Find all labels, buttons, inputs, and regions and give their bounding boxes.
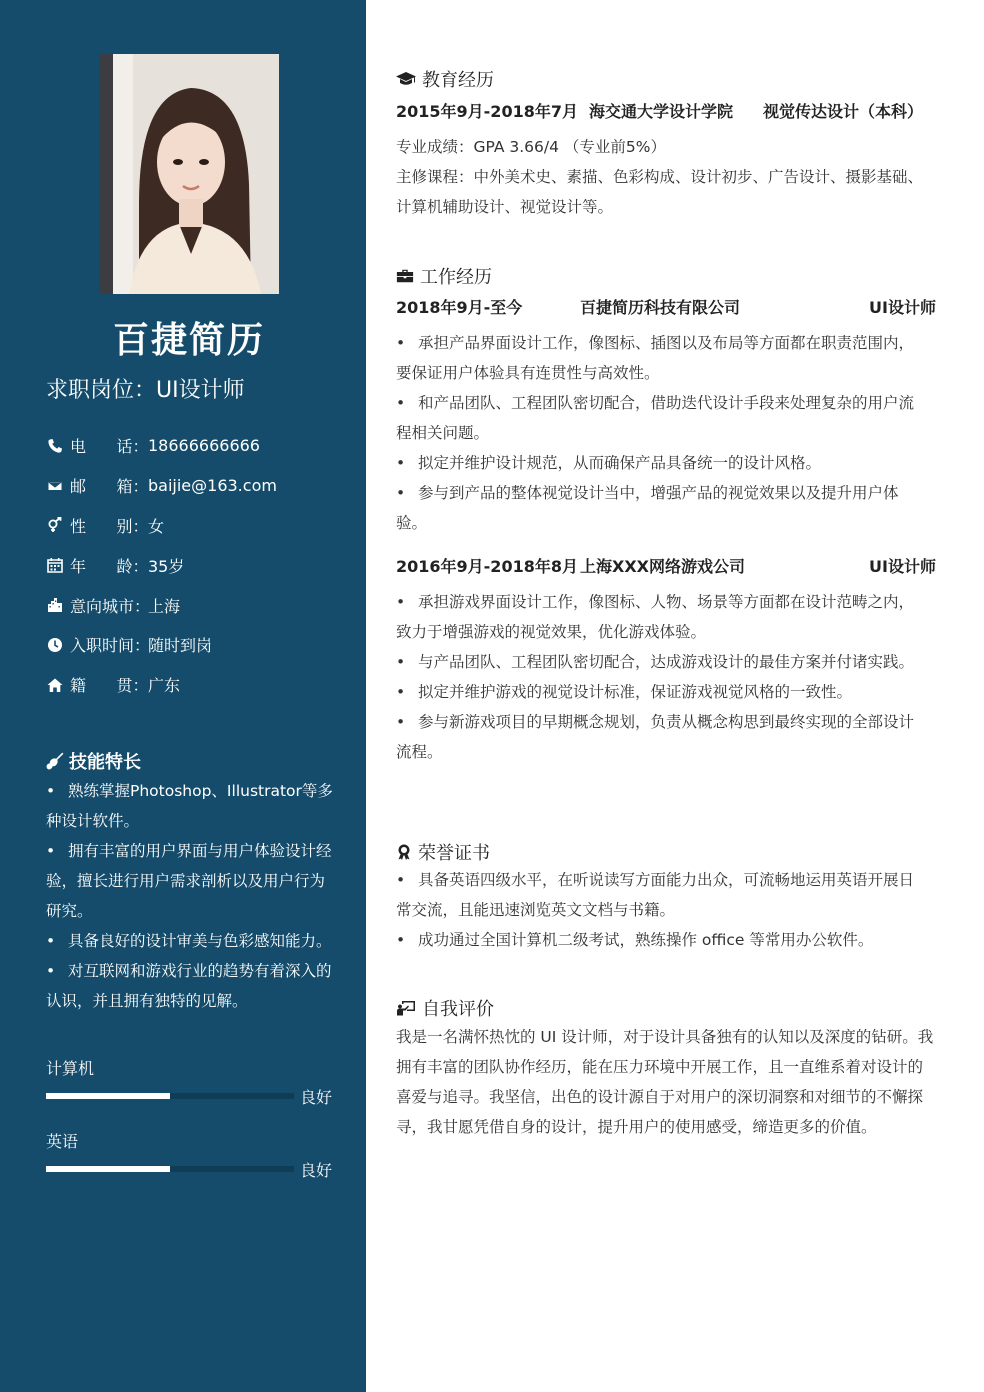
profile-photo — [99, 54, 279, 294]
skills-heading: 技能特长 — [46, 748, 336, 774]
award-icon — [396, 843, 412, 861]
honors-list — [396, 865, 926, 955]
self-eval-text: 我是一名满怀热忱的 UI 设计师，对于设计具备独有的认知以及深度的钻研。我拥有丰富的团队协作经历，能在压力环境中开展工作，且一直维系着对设计的喜爱与追寻。我坚信，出色的设计源自于对用户的深切洞察和对细节的不懈探寻，我甘愿凭借自身的设计，提升用户的使用感受，缔造更多的价值。 — [396, 1028, 934, 1136]
list-item: • 拥有丰富的用户界面与用户体验设计经验，擅长进行用户需求剖析以及用户行为研究。 — [46, 836, 336, 926]
list-item: • 承担产品界面设计工作，像图标、插图以及布局等方面都在职责范围内，要保证用户体验具有连贯性与高效性。 — [396, 328, 926, 388]
guitar-icon — [46, 752, 64, 770]
info-start: 入职时间： 随时到岗 — [46, 625, 277, 665]
list-item: • 对互联网和游戏行业的趋势有着深入的认识，并且拥有独特的见解。 — [46, 956, 336, 1016]
work-heading: 工作经历 — [396, 263, 492, 289]
skill-bar-track — [46, 1166, 294, 1172]
info-age: 年 龄： 35岁 — [46, 545, 277, 585]
home-icon — [46, 676, 64, 694]
info-email: 邮 箱： baijie@163.com — [46, 466, 277, 506]
job-duties-list — [396, 328, 926, 538]
phone-icon — [46, 437, 64, 455]
list-item: • 具备英语四级水平，在听说读写方面能力出众，可流畅地运用英语开展日常交流，且能迅速浏览英文文档与书籍。 — [396, 865, 926, 925]
list-item: • 参与到产品的整体视觉设计当中，增强产品的视觉效果以及提升用户体验。 — [396, 478, 926, 538]
list-item: • 和产品团队、工程团队密切配合，借助迭代设计手段来处理复杂的用户流程相关问题。 — [396, 388, 926, 448]
job-duties-list — [396, 587, 926, 767]
mail-icon — [46, 477, 64, 495]
info-hometown: 籍 贯： 广东 — [46, 665, 277, 705]
list-item: • 拟定并维护设计规范，从而确保产品具备统一的设计风格。 — [396, 448, 926, 478]
skill-bar-fill — [46, 1093, 170, 1099]
skill-bar-fill — [46, 1166, 170, 1172]
briefcase-icon — [396, 267, 414, 285]
education-score: 专业成绩：GPA 3.66/4 （专业前5%） — [396, 138, 667, 156]
sidebar — [0, 0, 366, 1392]
list-item: • 具备良好的设计审美与色彩感知能力。 — [46, 926, 336, 956]
list-item: • 参与新游戏项目的早期概念规划，负责从概念构思到最终实现的全部设计流程。 — [396, 707, 926, 767]
list-item: • 承担游戏界面设计工作，像图标、人物、场景等方面都在设计范畴之内，致力于增强游戏的视觉效果，优化游戏体验。 — [396, 587, 926, 647]
calendar-icon — [46, 556, 64, 574]
education-heading: 教育经历 — [396, 66, 494, 92]
info-phone: 电 话： 18666666666 — [46, 426, 277, 466]
graduation-cap-icon — [396, 70, 416, 88]
list-item: • 与产品团队、工程团队密切配合，达成游戏设计的最佳方案并付诸实践。 — [396, 647, 926, 677]
self-eval-heading: 自我评价 — [396, 995, 494, 1021]
honors-heading: 荣誉证书 — [396, 839, 490, 865]
job-target: 求职岗位：UI设计师 — [46, 378, 245, 403]
skills-list — [46, 776, 336, 1016]
list-item: • 拟定并维护游戏的视觉设计标准，保证游戏视觉风格的一致性。 — [396, 677, 926, 707]
clock-icon — [46, 636, 64, 654]
skills-section — [46, 748, 336, 1016]
personal-info — [46, 426, 277, 705]
presenter-icon — [396, 999, 416, 1017]
skill-level-computer: 计算机 良好 — [46, 1059, 333, 1107]
list-item: • 熟练掌握Photoshop、Illustrator等多种设计软件。 — [46, 776, 336, 836]
education-courses: 主修课程：中外美术史、素描、色彩构成、设计初步、广告设计、摄影基础、计算机辅助设计、视觉设计等。 — [396, 168, 924, 216]
info-gender: 性 别： 女 — [46, 506, 277, 546]
info-city: 意向城市： 上海 — [46, 585, 277, 625]
list-item: • 成功通过全国计算机二级考试，熟练操作 office 等常用办公软件。 — [396, 925, 926, 955]
candidate-name: 百捷简历 — [112, 320, 265, 361]
skill-bar-track — [46, 1093, 294, 1099]
gender-icon — [46, 516, 64, 534]
skill-level-english: 英语 良好 — [46, 1132, 333, 1180]
city-icon — [46, 596, 64, 614]
